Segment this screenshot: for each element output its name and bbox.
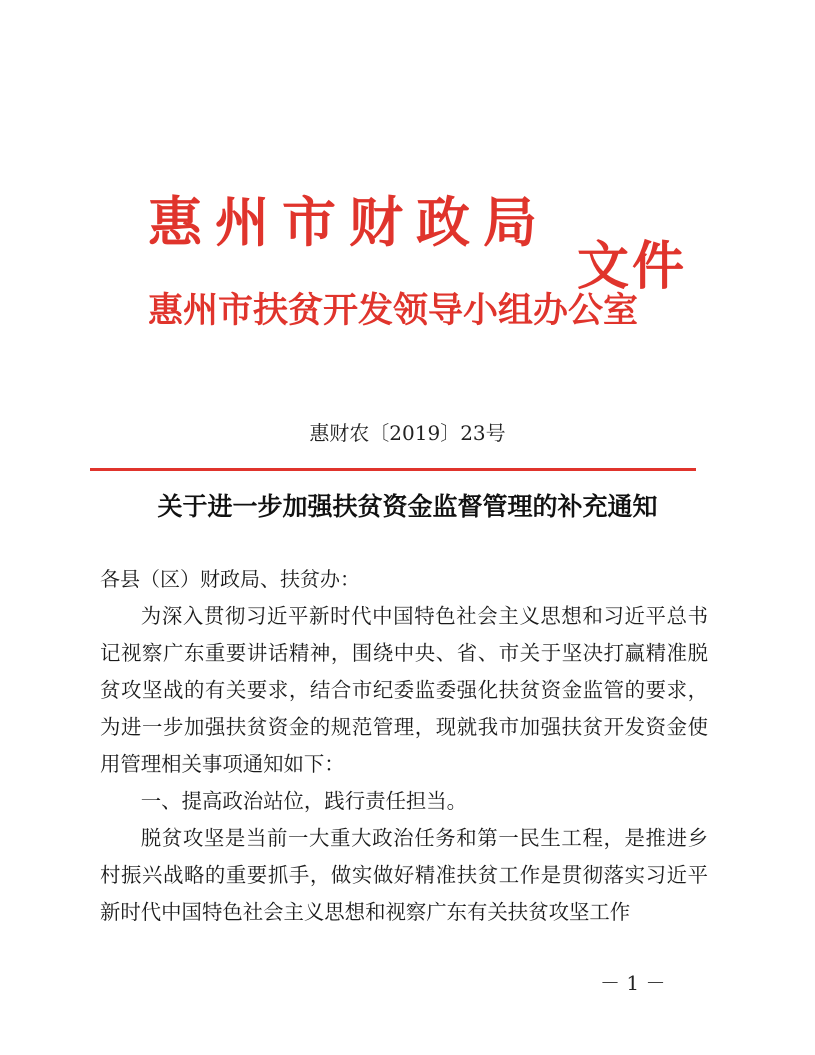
section-heading-1: 一、提高政治站位，践行责任担当。: [140, 789, 468, 813]
addressee: 各县（区）财政局、扶贫办：: [100, 567, 360, 591]
issuer-poverty-office: 惠州市扶贫开发领导小组办公室: [148, 291, 639, 331]
page-number: － 1 －: [600, 971, 666, 995]
issuer-finance-bureau: 惠州市财政局: [148, 191, 550, 254]
document-number: 惠财农〔2019〕23号: [309, 421, 506, 445]
red-divider-line: [90, 468, 696, 471]
document-type-suffix: 文件: [577, 237, 688, 297]
body-paragraph-intro: 为深入贯彻习近平新时代中国特色社会主义思想和习近平总书记视察广东重要讲话精神，围绕中央、省、市关于坚决打赢精准脱贫攻坚战的有关要求，结合市纪委监委强化扶贫资金监管的要求，为进一步加强扶贫资金的规范管理，现就我市加强扶贫开发资金使用管理相关事项通知如下：: [100, 604, 708, 776]
document-title: 关于进一步加强扶贫资金监督管理的补充通知: [157, 492, 658, 521]
body-paragraph-section-1: 脱贫攻坚是当前一大重大政治任务和第一民生工程，是推进乡村振兴战略的重要抓手，做实做好精准扶贫工作是贯彻落实习近平新时代中国特色社会主义思想和视察广东有关扶贫攻坚工作: [100, 826, 708, 924]
